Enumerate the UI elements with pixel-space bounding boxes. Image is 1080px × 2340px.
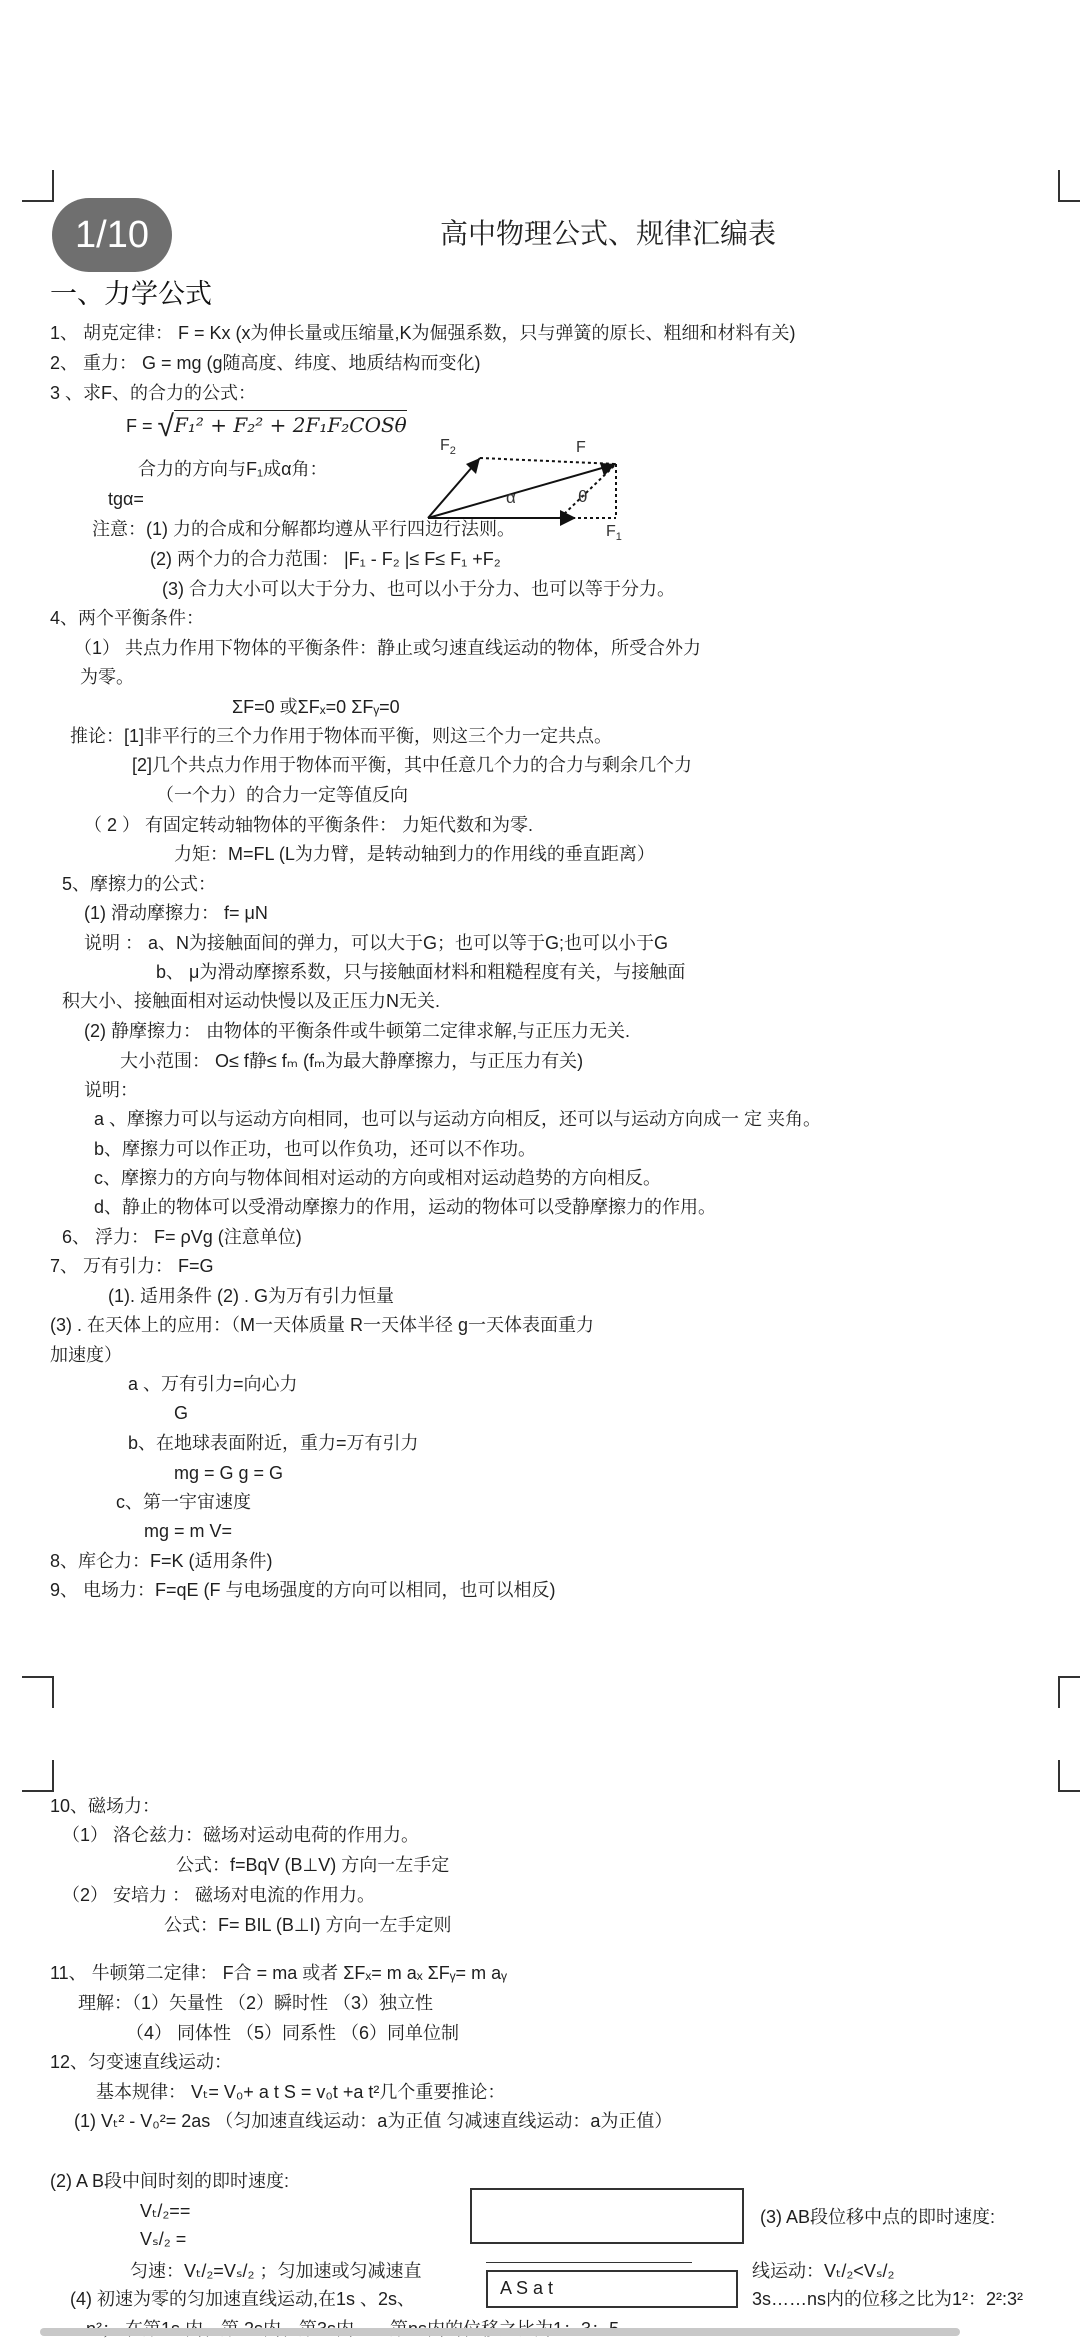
text-line: (3) AB段位移中点的即时速度: <box>760 2207 996 2227</box>
label-theta: θ <box>578 487 588 506</box>
text-line: (1). 适用条件 (2) . G为万有引力恒量 <box>108 1286 395 1306</box>
text-line: 12、匀变速直线运动： <box>50 2052 233 2072</box>
text-line: 为零。 <box>80 667 134 687</box>
text-line: 6、 浮力： F= ρVg (注意单位) <box>62 1227 302 1247</box>
text-line: （ 2 ） 有固定转动轴物体的平衡条件： 力矩代数和为零. <box>84 815 534 835</box>
text-line: (2) 静摩擦力： 由物体的平衡条件或牛顿第二定律求解,与正压力无关. <box>84 1021 630 1041</box>
resultant-force-formula: F = √F₁² + F₂² + 2F₁F₂COSθ <box>126 410 407 443</box>
label-alpha: α <box>506 488 516 507</box>
text-line: 说明 ： a、N为接触面间的弹力，可以大于G；也可以等于G;也可以小于G <box>84 933 669 953</box>
text-line: d、静止的物体可以受滑动摩擦力的作用，运动的物体可以受静摩擦力的作用。 <box>94 1197 717 1217</box>
text-line: 线运动：Vₜ/₂<Vₛ/₂ <box>752 2261 895 2281</box>
text-line: (1) 滑动摩擦力： f= μN <box>84 903 268 923</box>
text-line: Vₛ/₂ = <box>140 2229 187 2249</box>
text-line: （1） 洛仑兹力：磁场对运动电荷的作用力。 <box>62 1825 420 1845</box>
label-f2: $F_2$ <box>440 437 456 457</box>
text-line: b、在地球表面附近，重力=万有引力 <box>128 1433 419 1453</box>
text-line: (3) . 在天体上的应用：（M一天体质量 R一天体半径 g一天体表面重力 <box>50 1315 595 1335</box>
text-line: b、 μ为滑动摩擦系数，只与接触面材料和粗糙程度有关，与接触面 <box>156 962 686 982</box>
text-line: 基本规律： Vₜ= V₀+ a t S = v₀t +a t²几个重要推论： <box>96 2082 506 2102</box>
text-line: 4、两个平衡条件： <box>50 608 205 628</box>
text-line: 积大小、接触面相对运动快慢以及正压力N无关. <box>62 991 440 1011</box>
text-line: 3s……ns内的位移之比为1²：2²:3² <box>752 2289 1024 2309</box>
text-line: 5、摩擦力的公式： <box>62 874 217 894</box>
arrowhead-icon <box>600 463 616 476</box>
crop-mark <box>1058 170 1080 202</box>
text-line: 力矩：M=FL (L为力臂，是转动轴到力的作用线的垂直距离） <box>174 844 655 864</box>
text-line: （一个力）的合力一定等值反向 <box>156 785 408 805</box>
crop-mark <box>1058 1760 1080 1792</box>
text-line: (4) 初速为零的匀加速直线运动,在1s 、2s、 <box>70 2289 416 2309</box>
text-line: 注意：(1) 力的合成和分解都均遵从平行四边行法则。 <box>92 519 515 539</box>
text-line: Vₜ/₂== <box>140 2201 191 2221</box>
text-line: 8、库仑力：F=K (适用条件) <box>50 1551 273 1571</box>
text-line: 1、 胡克定律： F = Kx (x为伸长量或压缩量,K为倔强系数，只与弹簧的原长、粗细和材料有关) <box>50 323 796 343</box>
text-line: 10、磁场力： <box>50 1796 161 1816</box>
label-f: F <box>576 439 586 456</box>
text-line: a 、万有引力=向心力 <box>128 1374 298 1394</box>
text-line: (3) 合力大小可以大于分力、也可以小于分力、也可以等于分力。 <box>162 579 675 599</box>
text-line: mg = G g = G <box>174 1463 284 1483</box>
text-line: （2） 安培力 ： 磁场对电流的作用力。 <box>62 1885 376 1905</box>
text-line: b、摩擦力可以作正功，也可以作负功，还可以不作功。 <box>94 1139 537 1159</box>
text-line: 合力的方向与F₁成α角： <box>138 459 328 479</box>
text-line: 大小范围： O≤ f静≤ fₘ (fₘ为最大静摩擦力，与正压力有关) <box>120 1051 584 1071</box>
empty-figure-box <box>470 2188 744 2244</box>
crop-mark <box>1058 1676 1080 1708</box>
formula-radicand: F₁² + F₂² + 2F₁F₂COSθ <box>174 410 407 437</box>
text-line: c、摩擦力的方向与物体间相对运动的方向或相对运动趋势的方向相反。 <box>94 1168 661 1188</box>
text-line: 9、 电场力：F=qE (F 与电场强度的方向可以相同，也可以相反) <box>50 1580 556 1600</box>
page-counter-badge: 1/10 <box>52 198 172 272</box>
text-line: 2、 重力： G = mg (g随高度、纬度、地质结构而变化) <box>50 353 481 373</box>
text-line: （4） 同体性 （5）同系性 （6）同单位制 <box>126 2023 460 2043</box>
document-title: 高中物理公式、规律汇编表 <box>440 218 777 249</box>
text-line: 公式：F= BIL (B⊥I) 方向一左手定则 <box>164 1915 452 1935</box>
text-line: 理解：（1）矢量性 （2）瞬时性 （3）独立性 <box>78 1993 434 2013</box>
text-line: mg = m V= <box>144 1521 233 1541</box>
text-line: 说明： <box>84 1080 138 1100</box>
text-line: 推论：[1]非平行的三个力作用于物体而平衡，则这三个力一定共点。 <box>70 726 613 746</box>
text-line: tgα= <box>108 489 144 509</box>
crop-mark <box>22 1676 54 1708</box>
text-line: 公式：f=BqV (B⊥V) 方向一左手定 <box>176 1855 450 1875</box>
page-2 <box>0 1760 1080 2340</box>
label-f1: $F_1$ <box>606 523 622 540</box>
text-line: [2]几个共点力作用于物体而平衡，其中任意几个力的合力与剩余几个力 <box>132 755 693 775</box>
crop-mark <box>22 1760 54 1792</box>
text-line: 3 、求F、的合力的公式： <box>50 383 257 403</box>
figure-divider <box>486 2262 692 2263</box>
section-heading: 一、力学公式 <box>50 279 212 309</box>
text-line: c、第一宇宙速度 <box>116 1492 251 1512</box>
text-line: （1） 共点力作用下物体的平衡条件：静止或匀速直线运动的物体，所受合外力 <box>74 638 702 658</box>
text-line: a 、摩擦力可以与运动方向相同，也可以与运动方向相反，还可以与运动方向成一 定 夹角。 <box>94 1109 822 1129</box>
text-line: ΣF=0 或ΣFₓ=0 ΣFᵧ=0 <box>232 697 400 717</box>
formula-prefix: F = <box>126 416 158 436</box>
text-line: (2) 两个力的合力范围： |F₁ - F₂ |≤ F≤ F₁ +F₂ <box>150 549 501 569</box>
crop-mark <box>22 170 54 202</box>
text-line: 匀速：Vₜ/₂=Vₛ/₂ ；匀加速或匀减速直 <box>130 2261 422 2281</box>
segment-labels: A S a t <box>500 2278 554 2298</box>
text-line: (2) A B段中间时刻的即时速度: <box>50 2171 290 2191</box>
text-line: 11、 牛顿第二定律： F合 = ma 或者 ΣFₓ= m aₓ ΣFᵧ= m aᵧ <box>50 1963 507 1983</box>
dashed-edge <box>480 458 616 464</box>
text-line: 加速度） <box>50 1345 122 1365</box>
text-line: (1) Vₜ² - V₀²= 2as （匀加速直线运动：a为正值 匀减速直线运动：a为正值） <box>74 2111 673 2131</box>
arrowhead-icon <box>560 510 576 526</box>
segment-figure-box <box>486 2270 738 2308</box>
horizontal-scrollbar[interactable] <box>40 2328 960 2336</box>
text-line: 7、 万有引力： F=G <box>50 1256 214 1276</box>
text-line: G <box>174 1403 189 1423</box>
